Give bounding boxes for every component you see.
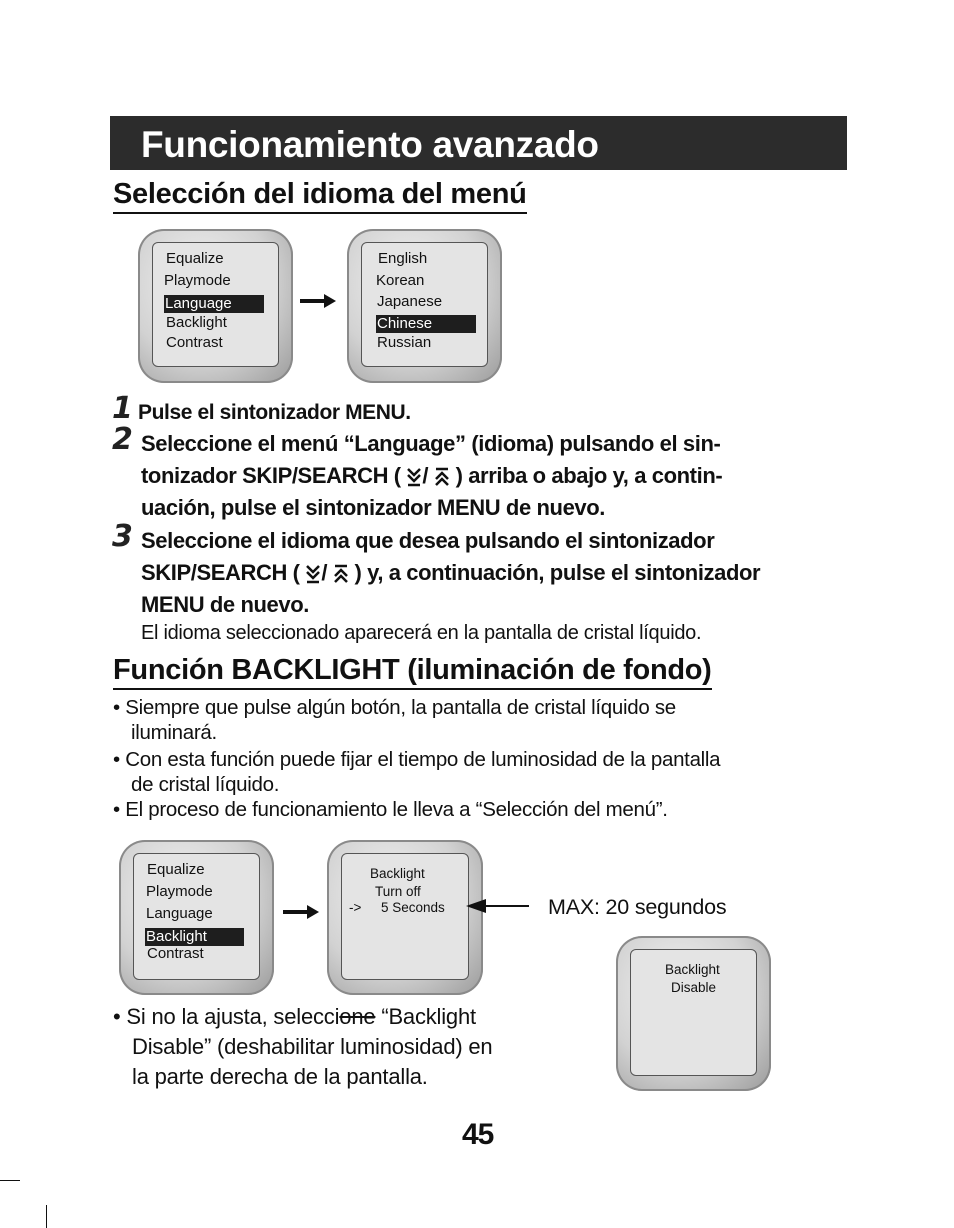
bullet-item — [113, 695, 676, 720]
step-text: MENU de nuevo. — [141, 592, 309, 617]
language-item: English — [378, 250, 428, 267]
menu-item: Language — [146, 905, 213, 922]
menu-item: Contrast — [147, 945, 204, 962]
language-item: Russian — [377, 334, 432, 351]
language-item-selected: Chinese — [376, 315, 476, 333]
bullet-text: Con esta función puede fijar el tiempo de luminosidad de la pantalla — [125, 748, 721, 771]
bullet-dot: • — [113, 696, 126, 719]
screen-option: Disable — [671, 980, 717, 995]
menu-item-selected: Language — [164, 295, 264, 313]
bullet-item — [113, 747, 720, 772]
skip-up-icon — [333, 563, 349, 585]
bullet-text-struck: one — [339, 1004, 376, 1029]
language-item: Korean — [376, 272, 425, 289]
bullet-text: Siempre que pulse algún botón, la pantalla de cristal líquido se — [125, 696, 676, 719]
step-text-part: / — [422, 463, 429, 488]
bullet-text: “Backlight — [375, 1004, 476, 1029]
step-number: 3 — [112, 519, 133, 554]
bullet-dot: • — [113, 748, 126, 771]
menu-item: Contrast — [166, 334, 223, 351]
right-arrow-icon — [300, 292, 338, 310]
page-title: Funcionamiento avanzado — [141, 124, 599, 165]
step-number: 2 — [112, 422, 133, 457]
step-text: Seleccione el menú “Language” (idioma) pulsando el sin- — [141, 431, 721, 456]
page-number: 45 — [462, 1118, 494, 1151]
bullet-text-continued: iluminará. — [131, 721, 217, 744]
bullet-dot: • — [113, 798, 126, 821]
step-text-part: ) y, a continuación, pulse el sintonizador — [354, 560, 761, 585]
screen-title: Backlight — [370, 866, 425, 881]
screen-pointer: -> — [349, 900, 362, 915]
device-illustration-backlight-setting — [327, 840, 483, 995]
skip-down-icon — [305, 563, 321, 585]
device-illustration-backlight-disable — [616, 936, 771, 1091]
language-item: Japanese — [377, 293, 443, 310]
step-text: Seleccione el idioma que desea pulsando el sintonizador — [141, 528, 715, 553]
step-number: 1 — [112, 391, 133, 426]
step-text: Pulse el sintonizador MENU. — [138, 401, 411, 424]
right-arrow-icon — [283, 903, 321, 921]
menu-item-selected: Backlight — [145, 928, 244, 946]
screen-option: 5 Seconds — [381, 900, 445, 915]
left-arrow-icon — [466, 897, 530, 915]
step-text-part: ) arriba o abajo y, a contin- — [455, 463, 723, 488]
step-text: uación, pulse el sintonizador MENU de nuevo. — [141, 495, 606, 520]
menu-item: Playmode — [164, 272, 231, 289]
bullet-item-final — [113, 1002, 476, 1031]
step-text-line — [141, 460, 722, 492]
skip-up-icon — [434, 466, 450, 488]
bullet-text-continued: de cristal líquido. — [131, 773, 280, 796]
screen-title: Backlight — [665, 962, 720, 977]
skip-down-icon — [406, 466, 422, 488]
menu-item: Equalize — [166, 250, 224, 267]
section-heading-language: Selección del idioma del menú — [113, 178, 527, 214]
bullet-text: • Si no la ajusta, selecci — [113, 1004, 340, 1029]
section-heading-backlight: Función BACKLIGHT (iluminación de fondo) — [113, 654, 712, 690]
bullet-text-continued: Disable” (deshabilitar luminosidad) en — [132, 1034, 493, 1059]
step-text-part: / — [321, 560, 328, 585]
max-time-label: MAX: 20 segundos — [548, 895, 727, 919]
step-text-part: SKIP/SEARCH ( — [141, 560, 300, 585]
step-text-line — [141, 557, 760, 589]
crop-mark — [0, 1180, 20, 1181]
crop-mark — [46, 1205, 47, 1228]
bullet-item — [113, 797, 668, 822]
step-note: El idioma seleccionado aparecerá en la pantalla de cristal líquido. — [141, 622, 702, 644]
step-text-part: tonizador SKIP/SEARCH ( — [141, 463, 401, 488]
bullet-text-continued: la parte derecha de la pantalla. — [132, 1064, 428, 1089]
screen-option: Turn off — [375, 884, 421, 899]
bullet-text: El proceso de funcionamiento le lleva a “Selección del menú”. — [125, 798, 668, 821]
menu-item: Playmode — [146, 883, 213, 900]
menu-item: Backlight — [166, 314, 227, 331]
menu-item: Equalize — [147, 861, 205, 878]
